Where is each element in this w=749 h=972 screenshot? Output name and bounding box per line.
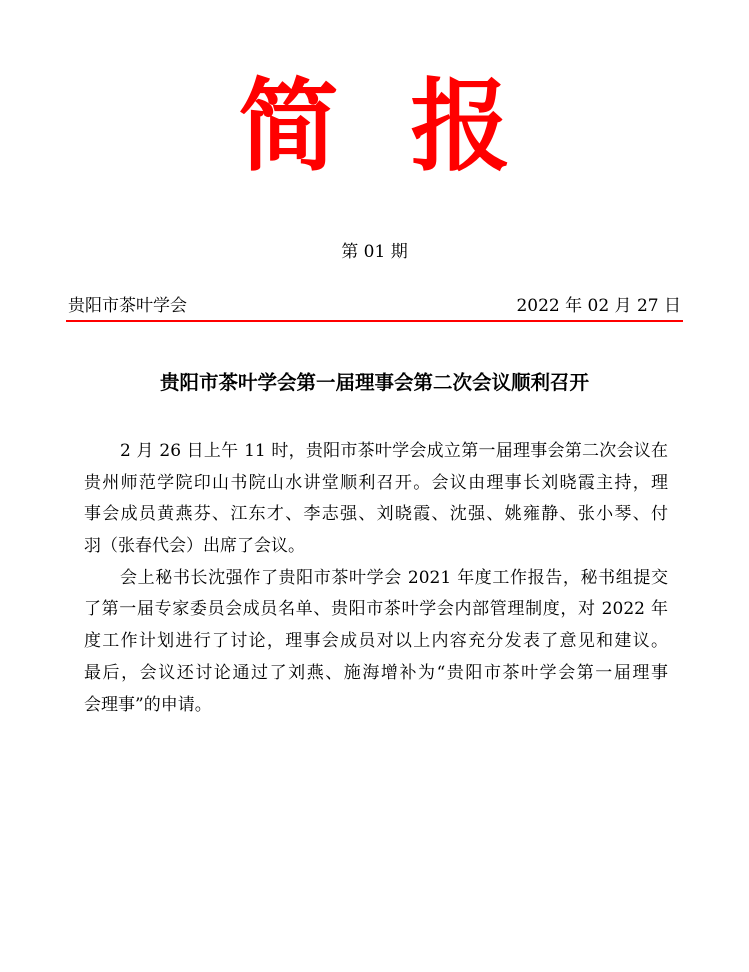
paragraph-line: 2 月 26 日上午 11 时，贵阳市茶叶学会成立第一届理事会第二次会议在: [120, 441, 668, 461]
paragraph-line: 羽（张春代会）出席了会议。: [84, 536, 305, 557]
issue-number: 第 01 期: [341, 242, 408, 262]
meta-row: [68, 294, 681, 318]
paragraph: [84, 436, 668, 563]
red-divider: [66, 320, 683, 322]
article-title: 贵阳市茶叶学会第一届理事会第二次会议顺利召开: [159, 371, 589, 394]
organization-name: 贵阳市茶叶学会: [68, 296, 187, 316]
paragraph-line: 度工作计划进行了讨论，理事会成员对以上内容充分发表了意见和建议。: [84, 631, 668, 652]
article-body: [84, 436, 668, 721]
paragraph-line: 了第一届专家委员会成员名单、贵阳市茶叶学会内部管理制度，对 2022 年: [84, 599, 668, 620]
publish-date: 2022 年 02 月 27 日: [516, 296, 681, 316]
masthead-title: 简报: [238, 68, 583, 185]
paragraph-line: 贵州师范学院印山书院山水讲堂顺利召开。会议由理事长刘晓霞主持，理: [84, 472, 668, 493]
paragraph-line: 会上秘书长沈强作了贵阳市茶叶学会 2021 年度工作报告，秘书组提交: [120, 567, 668, 588]
paragraph-line: 会理事”的申请。: [84, 694, 212, 715]
paragraph-line: 最后，会议还讨论通过了刘燕、施海增补为“贵阳市茶叶学会第一届理事: [84, 662, 668, 683]
paragraph: [84, 563, 668, 721]
paragraph-line: 事会成员黄燕芬、江东才、李志强、刘晓霞、沈强、姚雍静、张小琴、付: [84, 504, 668, 525]
